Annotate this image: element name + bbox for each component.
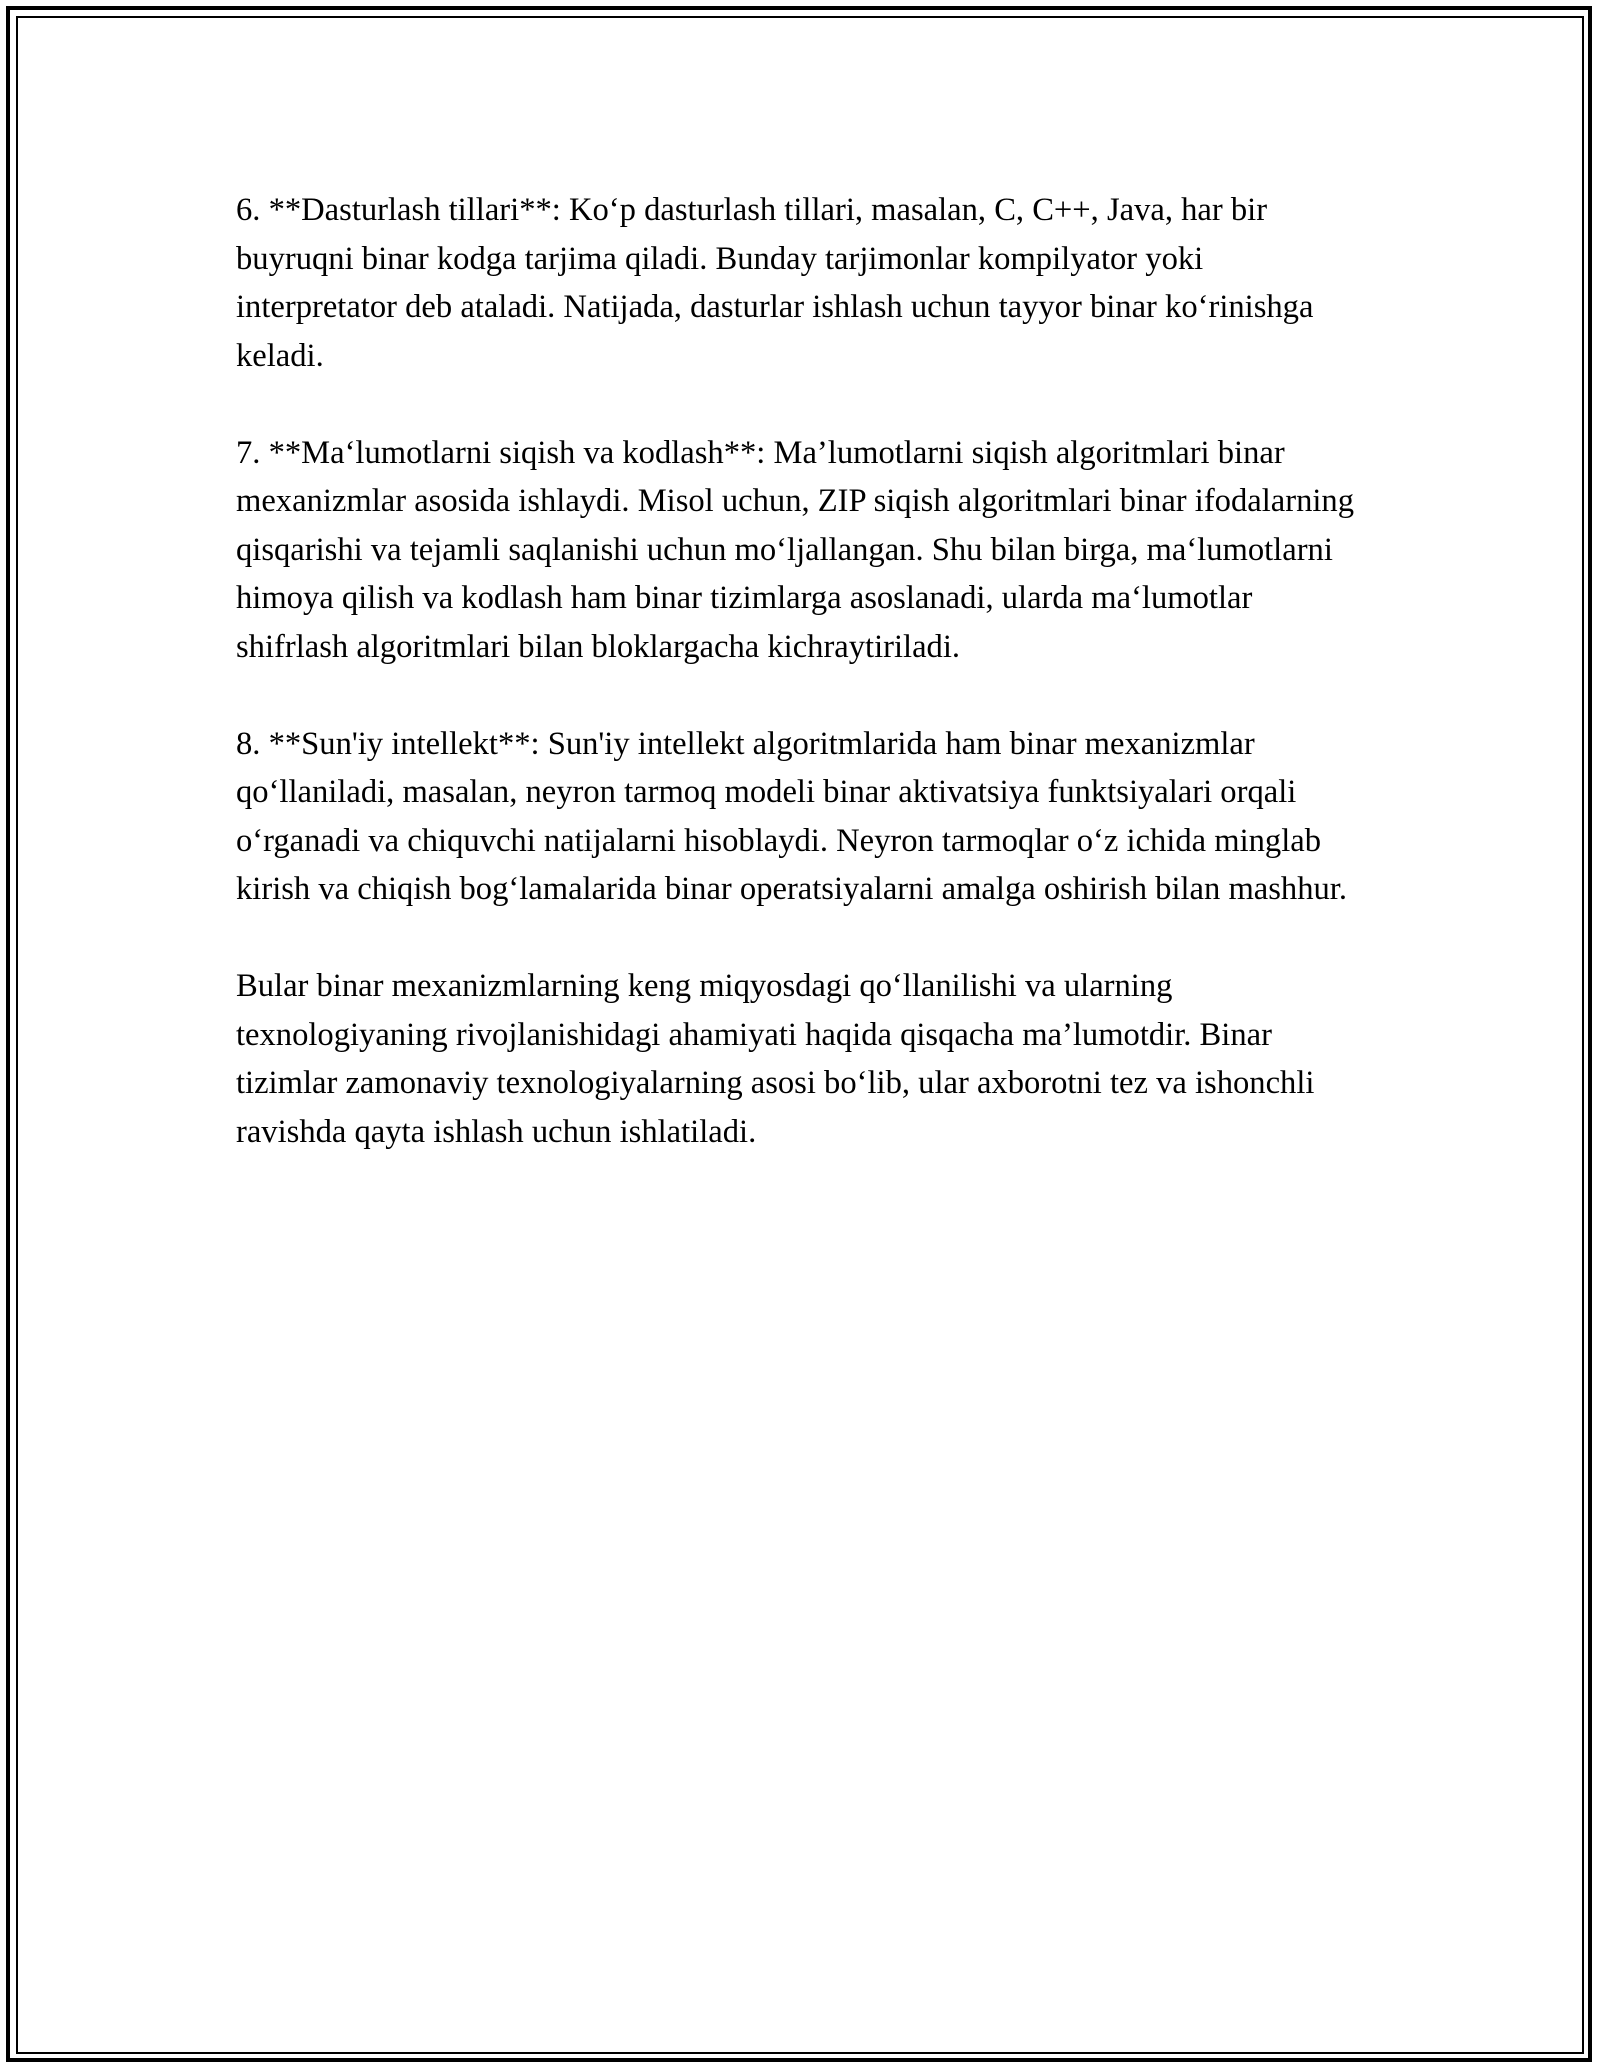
paragraph-8-artificial-intelligence: 8. **Sun'iy intellekt**: Sun'iy intellekt algoritmlarida ham binar mexanizmlar qo‘llaniladi, masalan, neyron tarmoq modeli binar aktivatsiya funktsiyalari orqali o‘rganadi va chiquvchi natijalarni hisoblaydi. Neyron tarmoqlar o‘z ichida minglab kirish va chiqish bog‘lamalarida binar operatsiyalarni amalga oshirish bilan mashhur. (236, 725, 1347, 907)
document-body (236, 186, 1356, 1156)
paragraph-conclusion: Bular binar mexanizmlarning keng miqyosdagi qo‘llanilishi va ularning texnologiyaning rivojlanishidagi ahamiyati haqida qisqacha ma’lumotdir. Binar tizimlar zamonaviy texnologiyalarning asosi bo‘lib, ular axborotni tez va ishonchli ravishda qayta ishlash uchun ishlatiladi. (236, 968, 1315, 1150)
paragraph-7-compression-encoding: 7. **Ma‘lumotlarni siqish va kodlash**: Ma’lumotlarni siqish algoritmlari binar mexanizmlar asosida ishlaydi. Misol uchun, ZIP siqish algoritmlari binar ifodalarning qisqarishi va tejamli saqlanishi uchun mo‘ljallangan. Shu bilan birga, ma‘lumotlarni himoya qilish va kodlash ham binar tizimlarga asoslanadi, ularda ma‘lumotlar shifrlash algoritmlari bilan bloklargacha kichraytiriladi. (236, 434, 1354, 665)
paragraph-6-programming-languages: 6. **Dasturlash tillari**: Ko‘p dasturlash tillari, masalan, C, C++, Java, har bir buyruqni binar kodga tarjima qiladi. Bunday tarjimonlar kompilyator yoki interpretator deb ataladi. Natijada, dasturlar ishlash uchun tayyor binar ko‘rinishga keladi. (236, 192, 1314, 374)
